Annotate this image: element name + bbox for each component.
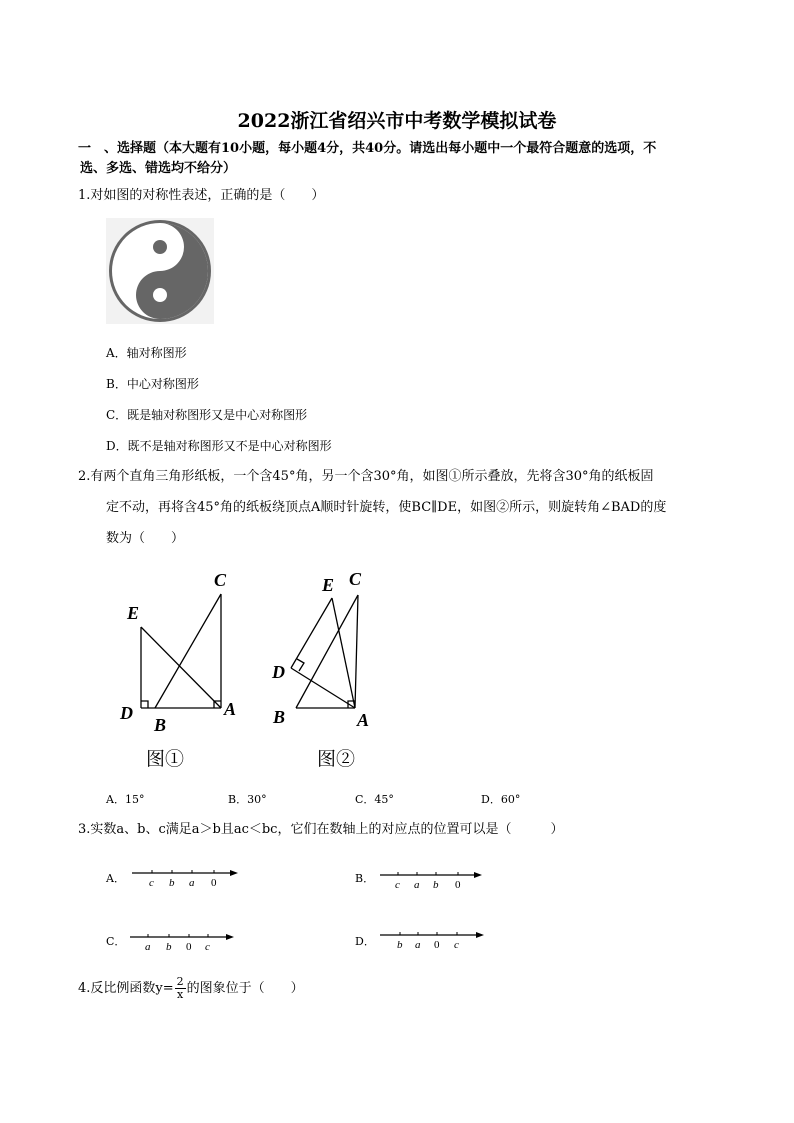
q3-option-b-label: B． [355,872,375,885]
fig1-label-e: E [127,603,140,623]
q4-denominator: x [177,988,184,1001]
fig1-caption: 图① [146,749,185,770]
q2-option-c: C．45° [355,793,394,806]
q2-option-b: B．30° [228,793,267,806]
q3-stem: 3.实数a、b、c满足a＞b且ac＜bc，它们在数轴上的对应点的位置可以是（ ） [78,822,564,837]
fig2-label-d: D [272,662,285,682]
q3c-point-a: a [145,941,151,953]
q3a-point-c: c [149,877,154,889]
q3b-point-c: c [395,879,400,891]
q2-line2: 定不动，再将含45°角的纸板绕顶点A顺时针旋转，使BC∥DE，如图②所示，则旋转角∠BAD的度 [106,500,667,515]
page-title: 2022浙江省绍兴市中考数学模拟试卷 [237,110,557,132]
q3-option-a-label: A． [106,872,125,885]
section-header-line2: 选、多选、错选均不给分） [80,161,237,176]
q1-stem: 1.对如图的对称性表述，正确的是（ ） [78,188,325,203]
q4-stem [78,974,304,1004]
fig2-label-b: B [273,707,286,727]
q3b-point-0: 0 [455,879,461,891]
q4-prefix: 4.反比例函数y= [78,981,174,996]
q3a-point-b: b [169,877,175,889]
q3d-point-0: 0 [434,939,440,951]
q3c-point-b: b [166,941,172,953]
q3a-point-0: 0 [211,877,217,889]
q3-option-d-label: D． [355,935,375,948]
q3-option-b-number-line [376,866,492,892]
fig2-caption: 图② [317,749,356,770]
q3c-point-c: c [205,941,210,953]
fig2-label-c: C [349,569,362,589]
q1-option-b: B．中心对称图形 [106,377,199,391]
q3-option-a-number-line [128,866,244,892]
q3-option-c-number-line [126,929,242,955]
fig1-label-a: A [224,699,237,719]
q1-option-c: C．既是轴对称图形又是中心对称图形 [106,408,308,422]
q3d-point-a: a [415,939,421,951]
yin-yang-figure [106,218,214,324]
q1-option-d: D．既不是轴对称图形又不是中心对称图形 [106,439,332,453]
q3a-point-a: a [189,877,195,889]
triangle-figures [110,565,380,780]
q3d-point-c: c [454,939,459,951]
q4-fraction [175,976,186,1001]
fig1-label-d: D [120,703,133,723]
q3-option-c-label: C． [106,935,126,948]
figure-1 [141,594,221,708]
q2-line1: 2.有两个直角三角形纸板，一个含45°角，另一个含30°角，如图①所示叠放，先将含30°角的纸板固 [78,469,654,484]
section-header-line1: 一 、选择题（本大题有10小题，每小题4分，共40分。请选出每小题中一个最符合题意的选项，不 [78,141,657,156]
section-header [78,139,656,179]
q3b-point-a: a [414,879,420,891]
q2-option-d: D．60° [481,793,521,806]
fig1-label-b: B [154,715,167,735]
q3b-point-b: b [433,879,439,891]
q3c-point-0: 0 [186,941,192,953]
q3-option-d-number-line [376,929,492,955]
q2-line3: 数为（ ） [106,531,185,546]
q2-option-a: A．15° [106,793,145,806]
fig2-label-e: E [322,575,335,595]
q4-numerator: 2 [176,975,184,988]
q3d-point-b: b [397,939,403,951]
fig1-label-c: C [214,570,227,590]
q1-option-a: A．轴对称图形 [106,346,187,360]
fig2-label-a: A [357,710,370,730]
figure-2 [291,595,358,708]
q4-suffix: 的图象位于（ ） [186,981,304,996]
